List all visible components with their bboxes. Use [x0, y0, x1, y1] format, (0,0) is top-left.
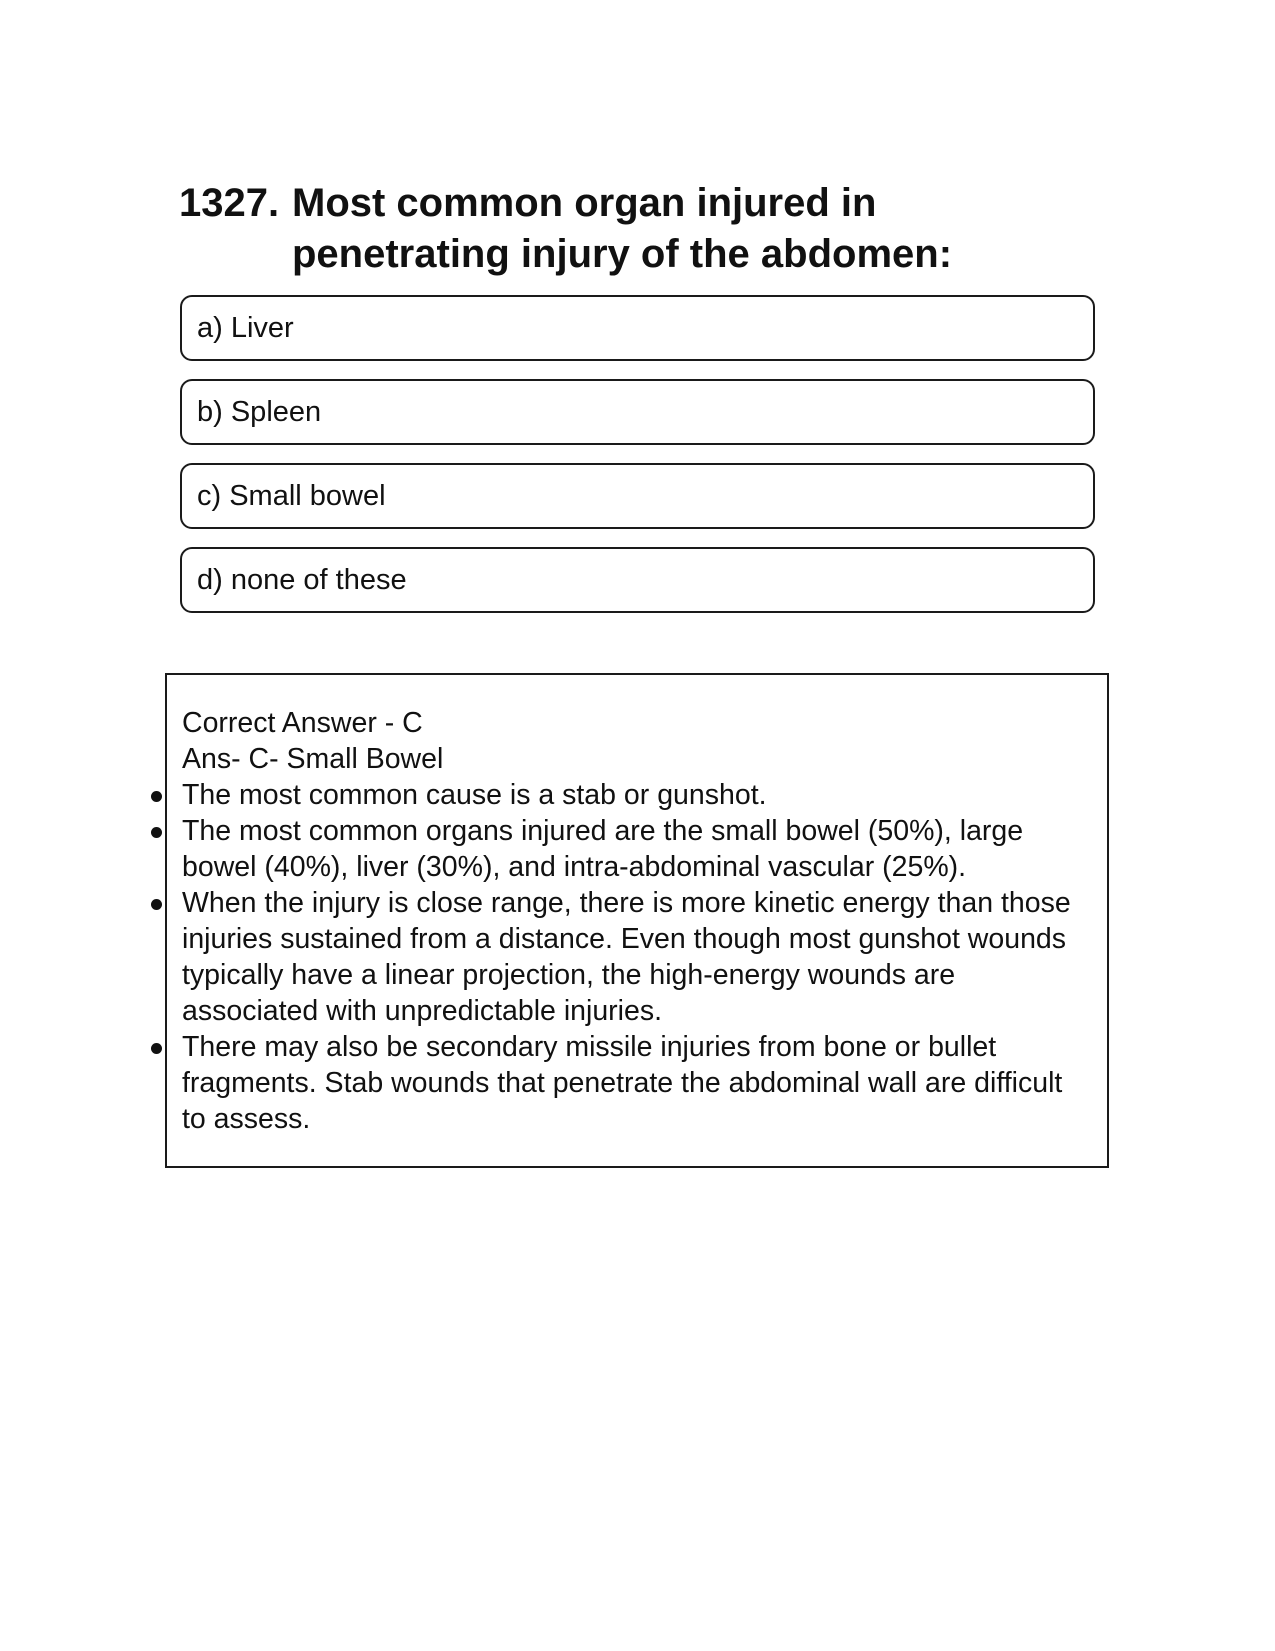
correct-answer-label: Correct Answer - C	[182, 707, 423, 739]
question-number: 1327.	[179, 181, 280, 225]
option-d[interactable]: d) none of these	[180, 547, 1095, 613]
option-b[interactable]: b) Spleen	[180, 379, 1095, 445]
bullet-icon	[151, 827, 162, 838]
explanation-text: The most common cause is a stab or gunshot.	[182, 779, 767, 811]
bullet-icon	[151, 1043, 162, 1054]
explanation-item	[182, 777, 1087, 813]
explanation-item	[182, 813, 1087, 885]
explanation-list	[182, 777, 1087, 1137]
bullet-icon	[151, 899, 162, 910]
answer-explanation-box	[165, 673, 1109, 1168]
option-c[interactable]: c) Small bowel	[180, 463, 1095, 529]
explanation-text: There may also be secondary missile injuries from bone or bullet fragments. Stab wounds that penetrate the abdominal wall are difficult to assess.	[182, 1031, 1063, 1135]
explanation-item	[182, 885, 1087, 1029]
question-heading	[179, 178, 1079, 280]
explanation-text: The most common organs injured are the small bowel (50%), large bowel (40%), liver (30%), and intra-abdominal vascular (25%).	[182, 815, 1024, 883]
explanation-item	[182, 1029, 1087, 1137]
question-text: Most common organ injured in penetrating injury of the abdomen:	[292, 181, 953, 276]
option-a[interactable]: a) Liver	[180, 295, 1095, 361]
bullet-icon	[151, 791, 162, 802]
answer-content	[182, 705, 1087, 1137]
answer-summary: Ans- C- Small Bowel	[182, 743, 444, 775]
explanation-text: When the injury is close range, there is more kinetic energy than those injuries sustained from a distance. Even though most gunshot wounds typically have a linear projection, the high-energy wounds are associated with unpredictable injuries.	[182, 887, 1071, 1027]
